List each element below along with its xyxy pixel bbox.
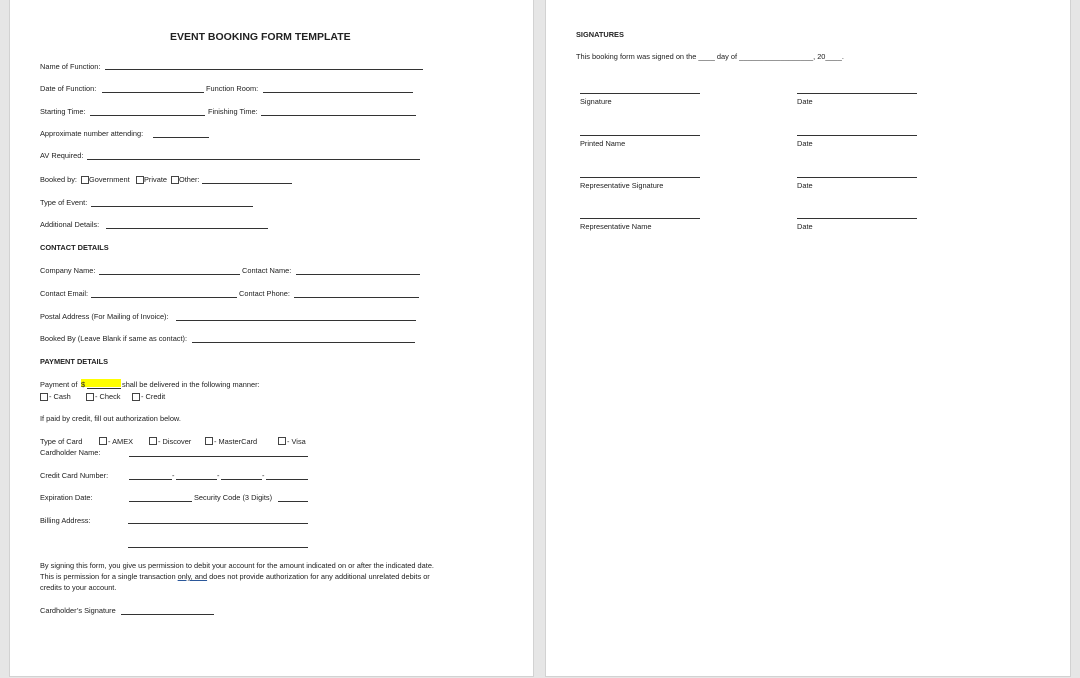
contact-name-line[interactable] xyxy=(296,274,420,275)
signature-label: Signature xyxy=(580,97,612,106)
government-checkbox[interactable] xyxy=(81,176,89,184)
booked-by-blank-line[interactable] xyxy=(192,342,415,343)
check-checkbox[interactable] xyxy=(86,393,94,401)
payment-amount-highlight[interactable] xyxy=(81,379,121,387)
security-code-line[interactable] xyxy=(278,501,308,502)
contact-phone-label: Contact Phone: xyxy=(239,289,290,298)
type-of-card-label: Type of Card xyxy=(40,437,83,446)
mastercard-checkbox[interactable] xyxy=(205,437,213,445)
card-number-segment-1[interactable] xyxy=(129,479,172,480)
name-of-function-label: Name of Function: xyxy=(40,62,101,71)
booked-by-blank-label: Booked By (Leave Blank if same as contact): xyxy=(40,334,188,343)
date-of-function-label: Date of Function: xyxy=(40,84,97,93)
payment-amount-line[interactable] xyxy=(87,388,121,389)
printed-name-date-label: Date xyxy=(797,139,813,148)
approx-attending-label: Approximate number attending: xyxy=(40,129,144,138)
mastercard-label: - MasterCard xyxy=(214,437,258,446)
rep-name-line[interactable] xyxy=(580,218,700,219)
signature-date-label: Date xyxy=(797,97,813,106)
payment-heading: PAYMENT DETAILS xyxy=(40,357,109,366)
cardholder-name-line[interactable] xyxy=(129,456,308,457)
discover-label: - Discover xyxy=(158,437,192,446)
auth-line-2a: This is permission for a single transaction xyxy=(40,572,176,581)
card-dash-2: - xyxy=(217,471,220,480)
rep-name-date-label: Date xyxy=(797,222,813,231)
contact-email-line[interactable] xyxy=(91,297,237,298)
auth-line-1: By signing this form, you give us permission to debit your account for the amount indicated on or after the indicated date. xyxy=(40,561,434,570)
av-required-line[interactable] xyxy=(87,159,420,160)
amex-checkbox[interactable] xyxy=(99,437,107,445)
contact-name-label: Contact Name: xyxy=(242,266,292,275)
card-dash-1: - xyxy=(172,471,175,480)
dollar-sign: $ xyxy=(81,380,86,389)
cardholder-name-label: Cardholder Name: xyxy=(40,448,101,457)
rep-signature-date-line[interactable] xyxy=(797,177,917,178)
auth-line-2b: does not provide authorization for any additional unrelated debits or xyxy=(209,572,430,581)
amex-label: - AMEX xyxy=(108,437,134,446)
date-of-function-line[interactable] xyxy=(102,92,204,93)
other-label: Other: xyxy=(179,175,200,184)
security-code-label: Security Code (3 Digits) xyxy=(194,493,273,502)
printed-name-line[interactable] xyxy=(580,135,700,136)
finishing-time-label: Finishing Time: xyxy=(208,107,258,116)
form-title: EVENT BOOKING FORM TEMPLATE xyxy=(170,31,351,43)
payment-of-label: Payment of xyxy=(40,380,78,389)
rep-name-label: Representative Name xyxy=(580,222,652,231)
card-number-segment-2[interactable] xyxy=(176,479,217,480)
additional-details-label: Additional Details: xyxy=(40,220,100,229)
name-of-function-line[interactable] xyxy=(105,69,423,70)
page-2 xyxy=(546,0,1070,676)
government-label: Government xyxy=(89,175,130,184)
type-of-event-label: Type of Event: xyxy=(40,198,88,207)
expiration-label: Expiration Date: xyxy=(40,493,93,502)
starting-time-label: Starting Time: xyxy=(40,107,86,116)
cash-label: - Cash xyxy=(49,392,71,401)
postal-address-label: Postal Address (For Mailing of Invoice): xyxy=(40,312,169,321)
booked-by-label: Booked by: xyxy=(40,175,77,184)
credit-checkbox[interactable] xyxy=(132,393,140,401)
signature-line[interactable] xyxy=(580,93,700,94)
av-required-label: AV Required: xyxy=(40,151,84,160)
function-room-line[interactable] xyxy=(263,92,413,93)
company-name-label: Company Name: xyxy=(40,266,96,275)
page-1 xyxy=(10,0,533,676)
if-credit-label: If paid by credit, fill out authorization below. xyxy=(40,414,181,423)
billing-address-line-2[interactable] xyxy=(128,547,308,548)
billing-address-line-1[interactable] xyxy=(128,523,308,524)
rep-name-date-line[interactable] xyxy=(797,218,917,219)
contact-email-label: Contact Email: xyxy=(40,289,89,298)
signatures-heading: SIGNATURES xyxy=(576,30,624,39)
private-label: Private xyxy=(144,175,168,184)
cardholder-signature-line[interactable] xyxy=(121,614,214,615)
check-label: - Check xyxy=(95,392,121,401)
cardholder-signature-label: Cardholder’s Signature xyxy=(40,606,116,615)
auth-link: only, and xyxy=(177,572,208,581)
postal-address-line[interactable] xyxy=(176,320,416,321)
starting-time-line[interactable] xyxy=(90,115,205,116)
private-checkbox[interactable] xyxy=(136,176,144,184)
contact-heading: CONTACT DETAILS xyxy=(40,243,109,252)
printed-name-label: Printed Name xyxy=(580,139,626,148)
cash-checkbox[interactable] xyxy=(40,393,48,401)
visa-label: - Visa xyxy=(287,437,306,446)
printed-name-date-line[interactable] xyxy=(797,135,917,136)
rep-signature-date-label: Date xyxy=(797,181,813,190)
contact-phone-line[interactable] xyxy=(294,297,419,298)
rep-signature-label: Representative Signature xyxy=(580,181,664,190)
auth-line-3: credits to your account. xyxy=(40,583,117,592)
rep-signature-line[interactable] xyxy=(580,177,700,178)
auth-line-2 xyxy=(40,572,430,581)
approx-attending-line[interactable] xyxy=(153,137,209,138)
finishing-time-line[interactable] xyxy=(261,115,416,116)
credit-label: - Credit xyxy=(141,392,166,401)
visa-checkbox[interactable] xyxy=(278,437,286,445)
other-checkbox[interactable] xyxy=(171,176,179,184)
card-number-label: Credit Card Number: xyxy=(40,471,109,480)
card-number-segment-3[interactable] xyxy=(221,479,262,480)
company-name-line[interactable] xyxy=(99,274,240,275)
type-of-event-line[interactable] xyxy=(91,206,253,207)
discover-checkbox[interactable] xyxy=(149,437,157,445)
signature-date-line[interactable] xyxy=(797,93,917,94)
signed-on-text: This booking form was signed on the ____ day of __________________, 20____. xyxy=(576,52,844,61)
card-number-segment-4[interactable] xyxy=(266,479,308,480)
delivered-label: shall be delivered in the following manner: xyxy=(122,380,260,389)
additional-details-line[interactable] xyxy=(106,228,268,229)
function-room-label: Function Room: xyxy=(206,84,259,93)
expiration-line[interactable] xyxy=(129,501,192,502)
billing-address-label: Billing Address: xyxy=(40,516,91,525)
card-dash-3: - xyxy=(262,471,265,480)
other-line[interactable] xyxy=(202,183,292,184)
